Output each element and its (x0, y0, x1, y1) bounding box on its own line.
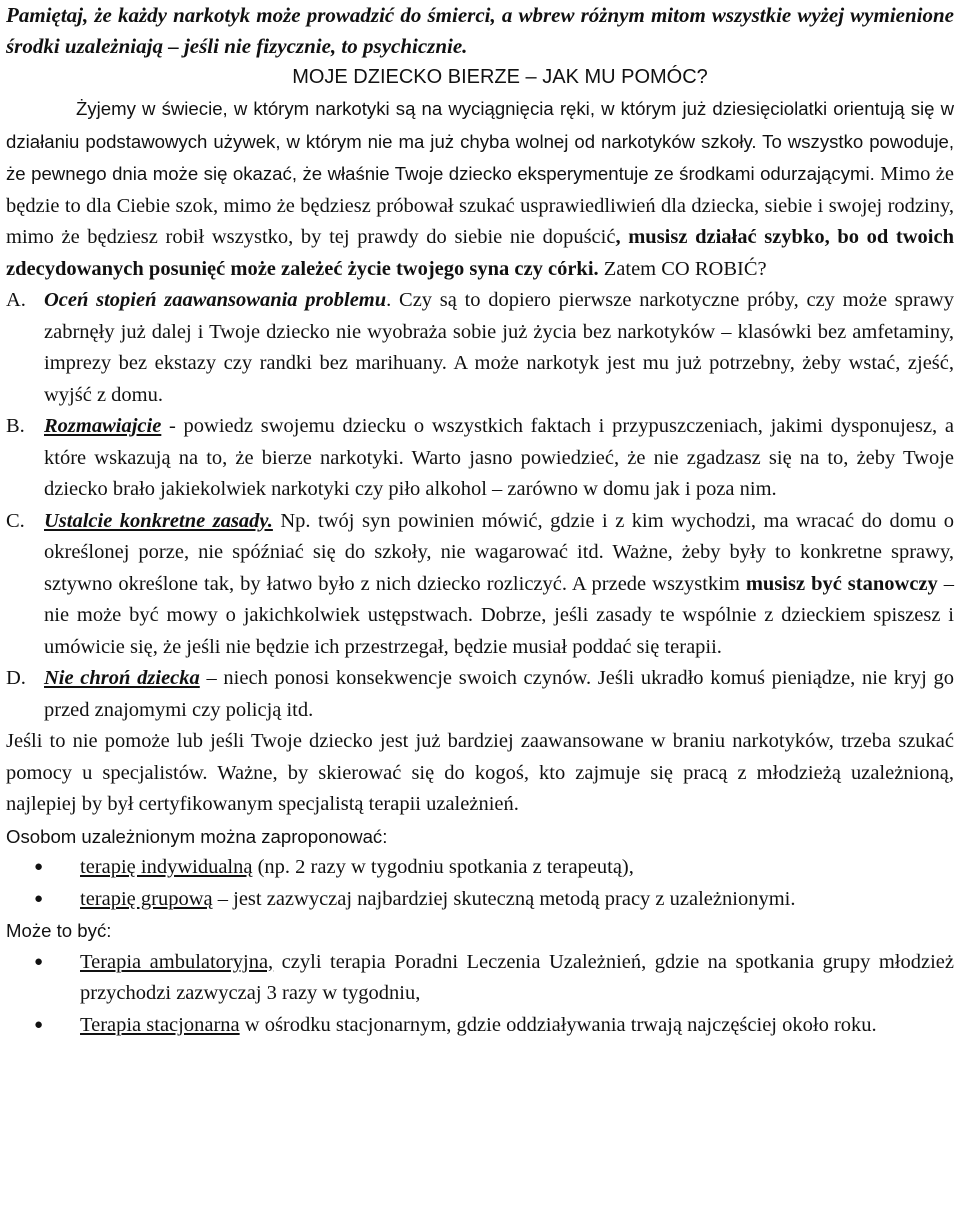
bullet-icon: ● (34, 890, 44, 907)
step-a (6, 285, 954, 411)
step-title: Rozmawiajcie (44, 415, 162, 437)
step-text: – niech ponosi konsekwencje swoich czynów. Jeśli ukradło komuś pieniądze, nie kryj go przed znajomymi czy policją itd. (44, 667, 954, 721)
form-name: Terapia ambulatoryjna, (80, 950, 274, 973)
offer-list (6, 852, 954, 915)
step-text: Np. twój syn powinien mówić, gdzie i z kim wychodzi, ma wracać do domu o określonej porze, nie spóźniać się do szkoły, nie wagarować itd. Ważne, żeby były to konkretne sprawy, sztywno określone tak, by łatwo było z nich dziecko rozliczyć. A przede wszystkim (44, 509, 954, 595)
step-text: . Czy są to dopiero pierwsze narkotyczne próby, czy może sprawy zabrnęły już dalej i Twoje dziecko nie wyobraża sobie już życia bez narkotyków – klasówki bez amfetaminy, imprezy bez ekstazy czy randki bez marihuany. A może narkotyk jest mu już potrzebny, żeby wstać, zjeść, wyjść z domu. (44, 289, 954, 406)
intro-paragraph (6, 93, 954, 285)
offer-name: terapię indywidualną (80, 856, 253, 878)
step-b (6, 411, 954, 506)
step-letter: C. (6, 509, 25, 532)
step-c (6, 506, 954, 664)
intro-sans-text: Żyjemy w świecie, w którym narkotyki są na wyciągnięcia ręki, w którym już dziesięciolatki orientują się w działaniu podstawowych używek, w którym nie ma już chyba wolnej od narkotyków szkoły. To wszystko powoduje, że pewnego dnia może się okazać, że właśnie Twoje dziecko eksperymentuje ze środkami odurzającymi. (6, 98, 954, 184)
bullet-icon: ● (34, 859, 44, 875)
forms-label: Może to być: (6, 920, 112, 941)
step-title: Oceń stopień zaawansowania problemu (44, 289, 387, 311)
step-d (6, 663, 954, 726)
list-item (6, 947, 954, 1010)
offer-label: Osobom uzależnionym można zaproponować: (6, 825, 388, 847)
bullet-icon: ● (34, 1016, 44, 1033)
offer-name: terapię grupową (80, 887, 213, 910)
list-item (6, 852, 954, 884)
form-description: w ośrodku stacjonarnym, gdzie oddziaływania trwają najczęściej około roku. (239, 1013, 877, 1036)
step-bold-text: musisz być stanowczy (745, 572, 938, 595)
step-letter: A. (6, 289, 26, 311)
step-title: Ustalcie konkretne zasady. (44, 509, 273, 532)
list-item (6, 1010, 954, 1042)
step-letter: D. (6, 667, 26, 689)
step-text-continued: – nie może być mowy o jakichkolwiek ustępstwach. Dobrze, jeśli zasady te wspólnie z dzieckiem spiszesz i umówicie się, że jeśli nie będzie ich przestrzegał, będzie musiał poddać się terapii. (44, 572, 955, 658)
specialists-paragraph: Jeśli to nie pomoże lub jeśli Twoje dziecko jest już bardziej zaawansowane w braniu narkotyków, trzeba szukać pomocy u specjalistów. Ważne, by skierować się do kogoś, kto zajmuje się pracą z młodzieżą uzależnioną, najlepiej by był certyfikowanym specjalistą terapii uzależnień. (6, 730, 954, 815)
form-description: czyli terapia Poradni Leczenia Uzależnień, gdzie na spotkania grupy młodzież przychodzi zazwyczaj 3 razy w tygodniu, (80, 950, 954, 1004)
intro-bold-text: , musisz działać szybko, bo od twoich zdecydowanych posunięć może zależeć życie twojego syna czy córki. (6, 226, 954, 280)
step-text: - powiedz swojemu dziecku o wszystkich faktach i przypuszczeniach, jakimi dysponujesz, a które wskazują na to, że bierze narkotyki. Warto jasno powiedzieć, że nie zgadzasz się na to, żeby Twoje dziecko brało jakiekolwiek narkotyki czy piło alkohol – zarówno w domu jak i poza nim. (44, 415, 954, 500)
intro-serif-text: Mimo że będzie to dla Ciebie szok, mimo że będziesz próbował szukać usprawiedliwień dla dziecka, siebie i swojej rodziny, mimo że będziesz robił wszystko, by tej prawdy do siebie nie dopuścić (6, 163, 954, 248)
step-title: Nie chroń dziecka (44, 667, 200, 689)
intro-end-text: Zatem CO ROBIĆ? (598, 257, 767, 280)
step-letter: B. (6, 415, 25, 437)
bullet-icon: ● (34, 953, 44, 970)
offer-description: (np. 2 razy w tygodniu spotkania z terapeutą), (252, 856, 634, 878)
warning-text: Pamiętaj, że każdy narkotyk może prowadzić do śmierci, a wbrew różnym mitom wszystkie wyżej wymienione środki uzależniają – jeśli nie fizycznie, to psychicznie. (6, 3, 954, 58)
forms-list (6, 947, 954, 1042)
section-heading: MOJE DZIECKO BIERZE – JAK MU POMÓC? (292, 66, 708, 88)
form-name: Terapia stacjonarna (80, 1013, 240, 1036)
list-item (6, 884, 954, 916)
offer-description: – jest zazwyczaj najbardziej skuteczną metodą pracy z uzależnionymi. (212, 887, 796, 910)
